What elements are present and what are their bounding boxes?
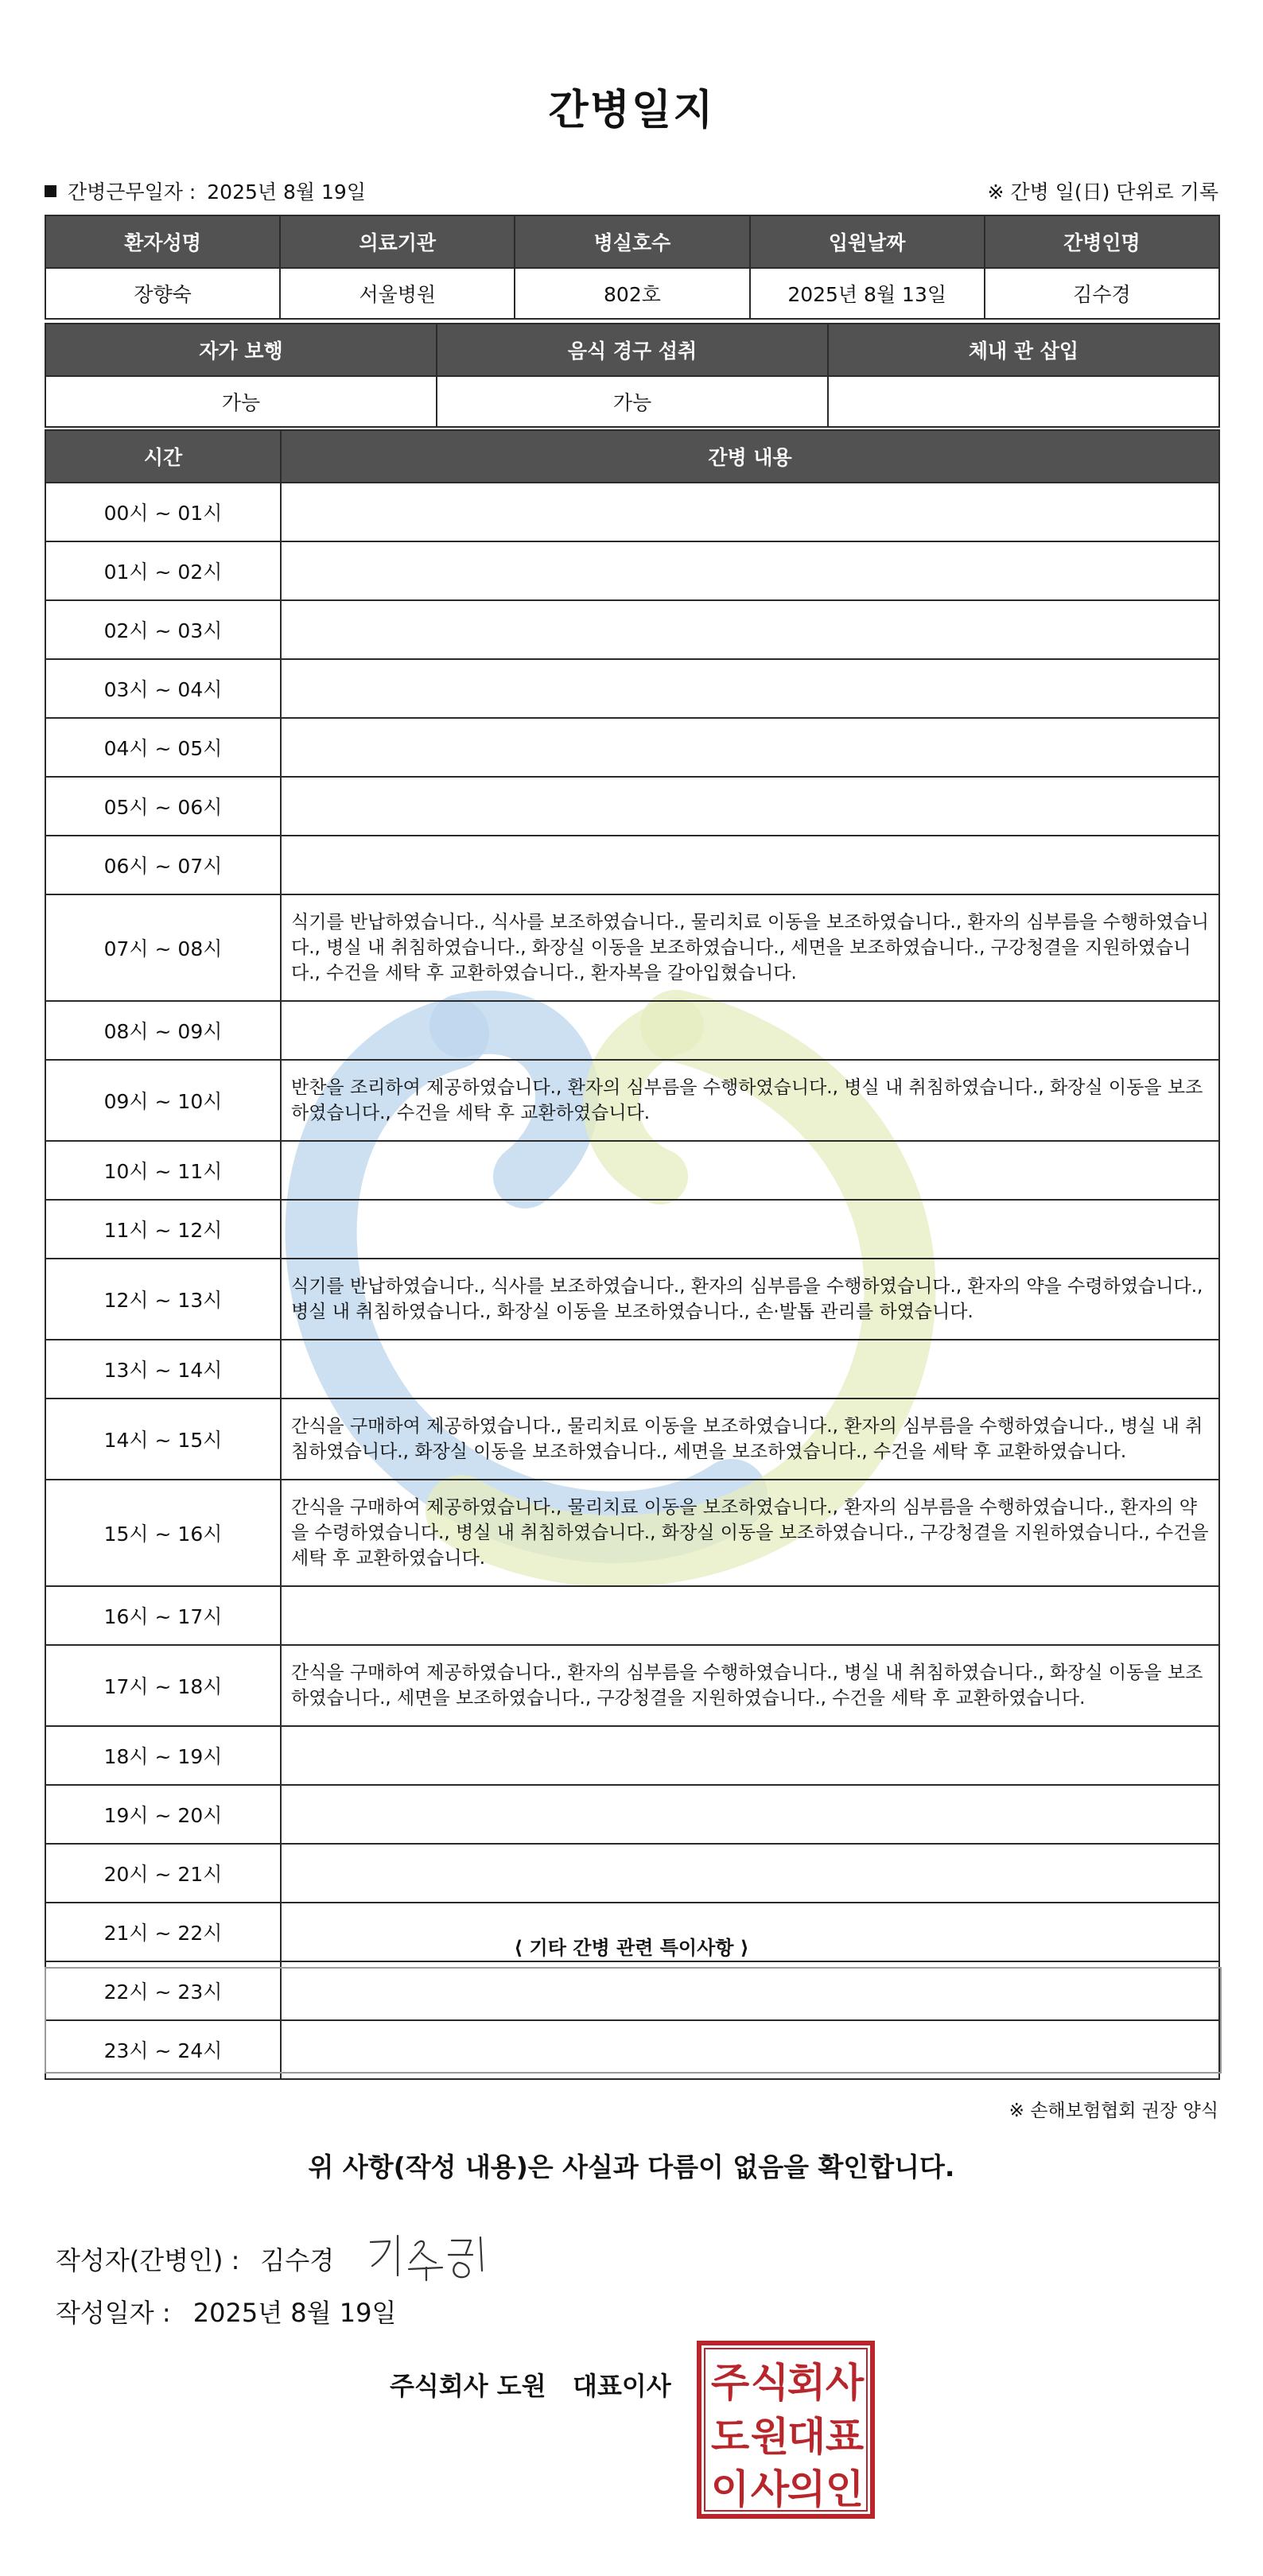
care-content: [281, 1586, 1219, 1645]
svg-text:의: 의: [787, 2466, 826, 2512]
tube-status: [828, 376, 1219, 427]
write-date-value: 2025년 8월 19일: [192, 2298, 397, 2328]
time-slot: 23시 ~ 24시: [45, 2020, 281, 2079]
header-hospital: 의료기관: [280, 215, 515, 268]
time-slot: 22시 ~ 23시: [45, 1961, 281, 2020]
bullet-square-icon: [45, 185, 56, 197]
svg-text:주: 주: [710, 2360, 750, 2406]
write-date-line: [56, 2293, 396, 2330]
care-content: 반찬을 조리하여 제공하였습니다., 환자의 심부름을 수행하였습니다., 병실 내 취침하였습니다., 화장실 이동을 보조하였습니다., 수건을 세탁 후 교환하였습니다.: [281, 1060, 1219, 1141]
care-content: [281, 1141, 1219, 1200]
care-content: 식기를 반납하였습니다., 식사를 보조하였습니다., 물리치료 이동을 보조하였습니다., 환자의 심부름을 수행하였습니다., 병실 내 취침하였습니다., 화장실 이동을 보조하였습니다., 세면을 보조하였습니다., 구강청결을 지원하였습니다., 수건을 세탁 후 교환하였습니다., 환자복을 갈아입혔습니다.: [281, 894, 1219, 1001]
room-number: 802호: [515, 268, 749, 319]
care-content: 간식을 구매하여 제공하였습니다., 물리치료 이동을 보조하였습니다., 환자의 심부름을 수행하였습니다., 병실 내 취침하였습니다., 화장실 이동을 보조하였습니다., 세면을 보조하였습니다., 수건을 세탁 후 교환하였습니다.: [281, 1399, 1219, 1480]
time-slot: 06시 ~ 07시: [45, 836, 281, 894]
care-content: [281, 718, 1219, 777]
work-date: [45, 177, 366, 205]
company-seal: [697, 2341, 875, 2519]
company-representative: 주식회사 도원 대표이사: [390, 2371, 671, 2401]
time-slot: 19시 ~ 20시: [45, 1785, 281, 1844]
form-source-note: ※ 손해보험협회 권장 양식: [1008, 2101, 1218, 2121]
svg-text:회: 회: [787, 2360, 826, 2406]
care-content: [281, 600, 1219, 659]
confirmation-statement: 위 사항(작성 내용)은 사실과 다름이 없음을 확인합니다.: [308, 2151, 955, 2182]
handwritten-signature: [366, 2231, 501, 2287]
svg-text:사: 사: [750, 2466, 790, 2512]
walking-status: 가능: [45, 376, 437, 427]
patient-info-table: [45, 215, 1220, 320]
care-content: [281, 1844, 1219, 1903]
header-caregiver: 간병인명: [985, 215, 1219, 268]
time-slot: 18시 ~ 19시: [45, 1726, 281, 1785]
header-walking: 자가 보행: [45, 324, 437, 376]
header-oral-intake: 음식 경구 섭취: [437, 324, 828, 376]
time-slot: 02시 ~ 03시: [45, 600, 281, 659]
notes-title: ⟨ 기타 간병 관련 특이사항 ⟩: [514, 1937, 749, 1959]
header-care-content: 간병 내용: [281, 430, 1219, 483]
svg-text:대: 대: [787, 2414, 826, 2460]
time-slot: 20시 ~ 21시: [45, 1844, 281, 1903]
patient-name: 장향숙: [45, 268, 280, 319]
time-slot: 09시 ~ 10시: [45, 1060, 281, 1141]
header-patient-name: 환자성명: [45, 215, 280, 268]
admission-date: 2025년 8월 13일: [750, 268, 985, 319]
page-title: 간병일지: [548, 87, 715, 134]
svg-text:도: 도: [710, 2414, 750, 2460]
patient-status-table: [45, 323, 1220, 428]
care-content: [281, 541, 1219, 600]
care-content: [281, 836, 1219, 894]
time-slot: 15시 ~ 16시: [45, 1480, 281, 1586]
time-slot: 14시 ~ 15시: [45, 1399, 281, 1480]
time-slot: 10시 ~ 11시: [45, 1141, 281, 1200]
care-content: [281, 1785, 1219, 1844]
time-slot: 05시 ~ 06시: [45, 777, 281, 836]
care-content: [281, 483, 1219, 541]
time-slot: 11시 ~ 12시: [45, 1200, 281, 1259]
time-slot: 21시 ~ 22시: [45, 1903, 281, 1961]
work-date-value: 2025년 8월 19일: [207, 180, 366, 204]
care-content: [281, 777, 1219, 836]
care-content: 간식을 구매하여 제공하였습니다., 환자의 심부름을 수행하였습니다., 병실 내 취침하였습니다., 화장실 이동을 보조하였습니다., 세면을 보조하였습니다., 구강청결을 지원하였습니다., 수건을 세탁 후 교환하였습니다.: [281, 1645, 1219, 1726]
care-content: [281, 1001, 1219, 1060]
header-tube: 체내 관 삽입: [828, 324, 1219, 376]
time-slot: 07시 ~ 08시: [45, 894, 281, 1001]
oral-intake-status: 가능: [437, 376, 828, 427]
time-slot: 13시 ~ 14시: [45, 1340, 281, 1399]
care-content: 간식을 구매하여 제공하였습니다., 물리치료 이동을 보조하였습니다., 환자의 심부름을 수행하였습니다., 환자의 약을 수령하였습니다., 병실 내 취침하였습니다., 화장실 이동을 보조하였습니다., 구강청결을 지원하였습니다., 수건을 세탁 후 교환하였습니다.: [281, 1480, 1219, 1586]
time-slot: 17시 ~ 18시: [45, 1645, 281, 1726]
writer-label: 작성자(간병인) :: [56, 2245, 240, 2275]
time-slot: 03시 ~ 04시: [45, 659, 281, 718]
time-slot: 04시 ~ 05시: [45, 718, 281, 777]
header-room: 병실호수: [515, 215, 749, 268]
care-schedule-table: [45, 429, 1220, 2080]
time-slot: 16시 ~ 17시: [45, 1586, 281, 1645]
time-slot: 01시 ~ 02시: [45, 541, 281, 600]
work-date-label: 간병근무일자 :: [68, 180, 196, 204]
unit-note: ※ 간병 일(日) 단위로 기록: [987, 180, 1218, 204]
svg-text:식: 식: [750, 2360, 790, 2406]
care-content: [281, 1200, 1219, 1259]
svg-text:이: 이: [710, 2466, 750, 2512]
svg-text:인: 인: [825, 2466, 865, 2512]
care-content: 식기를 반납하였습니다., 식사를 보조하였습니다., 환자의 심부름을 수행하였습니다., 환자의 약을 수령하였습니다., 병실 내 취침하였습니다., 화장실 이동을 보조하였습니다., 손·발톱 관리를 하였습니다.: [281, 1259, 1219, 1340]
svg-text:사: 사: [825, 2360, 865, 2406]
care-content: [281, 1340, 1219, 1399]
write-date-label: 작성일자 :: [56, 2298, 171, 2328]
header-admission-date: 입원날짜: [750, 215, 985, 268]
writer-line: [56, 2231, 501, 2287]
care-content: [281, 1726, 1219, 1785]
hospital-name: 서울병원: [280, 268, 515, 319]
writer-name: 김수경: [260, 2245, 335, 2275]
caregiver-name: 김수경: [985, 268, 1219, 319]
svg-text:원: 원: [750, 2414, 790, 2460]
header-time: 시간: [45, 430, 281, 483]
care-content: [281, 659, 1219, 718]
time-slot: 12시 ~ 13시: [45, 1259, 281, 1340]
notes-box: [45, 1967, 1222, 2074]
time-slot: 08시 ~ 09시: [45, 1001, 281, 1060]
svg-text:표: 표: [825, 2414, 865, 2460]
time-slot: 00시 ~ 01시: [45, 483, 281, 541]
